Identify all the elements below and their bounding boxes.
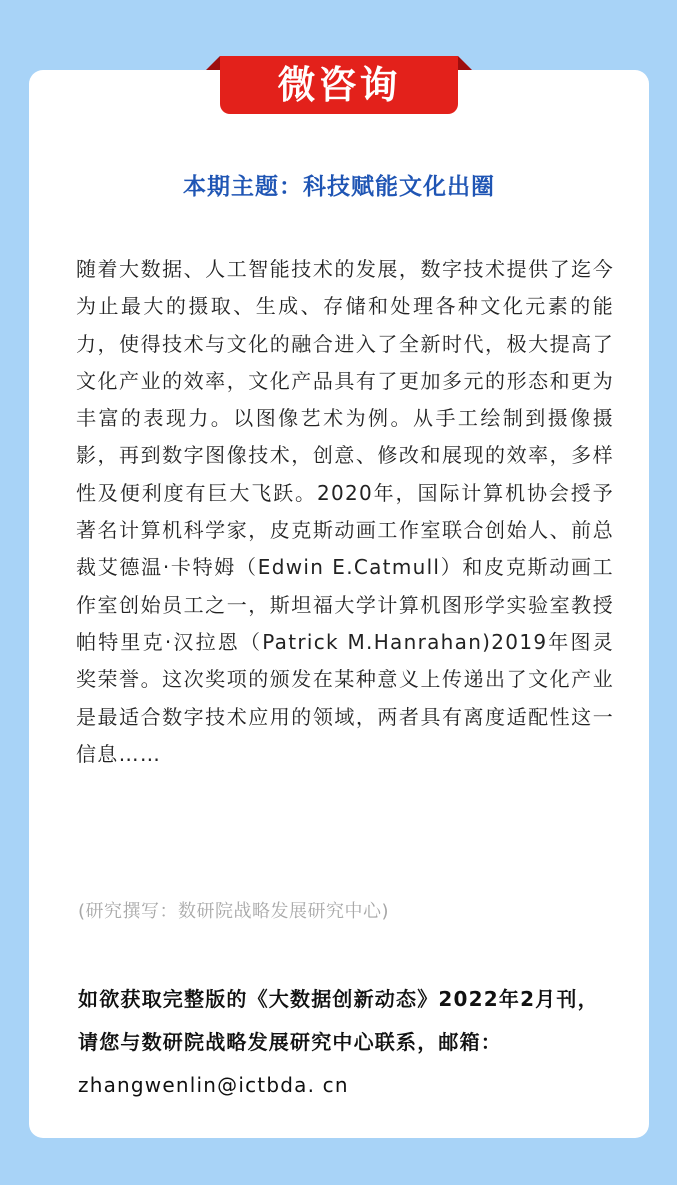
contact-email[interactable]: zhangwenlin@ictbda. cn bbox=[78, 1073, 349, 1097]
banner-fold-right bbox=[458, 56, 472, 70]
contact-note bbox=[78, 978, 618, 1107]
topic-heading: 本期主题：科技赋能文化出圈 bbox=[183, 174, 495, 200]
title-banner bbox=[206, 56, 472, 116]
article-body: 随着大数据、人工智能技术的发展，数字技术提供了迄今为止最大的摄取、生成、存储和处理各种文化元素的能力，使得技术与文化的融合进入了全新时代，极大提高了文化产业的效率，文化产品具有了更加多元的形态和更为丰富的表现力。以图像艺术为例。从手工绘制到摄像摄影，再到数字图像技术，创意、修改和展现的效率，多样性及便利度有巨大飞跃。2020年，国际计算机协会授予著名计算机科学家，皮克斯动画工作室联合创始人、前总裁艾德温·卡特姆（Edwin E.Catmull）和皮克斯动画工作室创始员工之一，斯坦福大学计算机图形学实验室教授帕特里克·汉拉恩（Patrick M.Hanrahan)2019年图灵奖荣誉。这次奖项的颁发在某种意义上传递出了文化产业是最适合数字技术应用的领域，两者具有离度适配性这一信息…… bbox=[76, 257, 614, 766]
contact-text: 如欲获取完整版的《大数据创新动态》2022年2月刊，请您与数研院战略发展研究中心联系，邮箱： bbox=[78, 987, 599, 1054]
banner-title: 微咨询 bbox=[277, 63, 401, 107]
banner-fold-left bbox=[206, 56, 220, 70]
author-credit: (研究撰写：数研院战略发展研究中心) bbox=[78, 901, 390, 922]
banner-ribbon bbox=[220, 56, 458, 114]
